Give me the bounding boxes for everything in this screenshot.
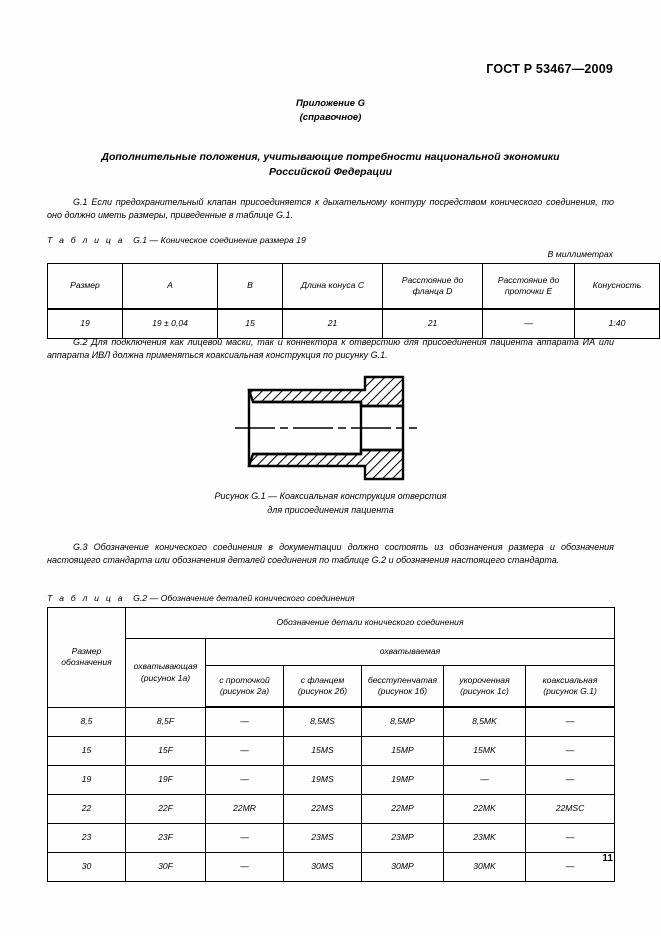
- table-g2-cell: 8,5: [48, 707, 126, 737]
- table-g1-cell: —: [483, 309, 575, 339]
- table-g2-cell: 8,5MP: [362, 707, 444, 737]
- table-g2-cell: 22: [48, 795, 126, 824]
- table-g1-row: [48, 309, 660, 339]
- paragraph-g3: [47, 541, 614, 568]
- table-g1-cell: 21: [283, 309, 383, 339]
- table-g2-male-header: охватывающая (рисунок 1a): [126, 639, 206, 708]
- table-g2-cell: 23MP: [362, 824, 444, 853]
- table-g2-cell: —: [526, 737, 615, 766]
- coaxial-port-drawing: [231, 372, 431, 484]
- table-g1-header-row: [48, 264, 660, 310]
- paragraph-g1: [47, 196, 614, 223]
- table-g2-cell: 22F: [126, 795, 206, 824]
- paragraph-g2: [47, 336, 614, 363]
- table-g1-units-note: В миллиметрах: [547, 249, 613, 259]
- table-g2-cell: 19MP: [362, 766, 444, 795]
- table-g1: [47, 263, 660, 339]
- table-g2-cell: 30F: [126, 853, 206, 882]
- table-g2-cell: 19MS: [284, 766, 362, 795]
- table-g2-cell: —: [526, 853, 615, 882]
- table-g1-header-cell: B: [218, 264, 283, 310]
- table-g2-cell: 8,5F: [126, 707, 206, 737]
- table-g2-cell: 30MK: [444, 853, 526, 882]
- table-g1-header-cell: Длина конуса C: [283, 264, 383, 310]
- table-g1-cell: 1:40: [575, 309, 660, 339]
- table-g2-cell: 22MS: [284, 795, 362, 824]
- table-g2-sub-header: с проточкой (рисунок 2a): [206, 666, 284, 708]
- table-g2-cell: 23MK: [444, 824, 526, 853]
- table-g2-cell: 23: [48, 824, 126, 853]
- table-g2: [47, 607, 615, 882]
- table-g2-cell: 30MS: [284, 853, 362, 882]
- paragraph-g1-text: G.1 Если предохранительный клапан присоединяется к дыхательному контуру посредством конического соединения, то оно должно иметь размеры, приведенные в таблице G.1.: [47, 197, 614, 221]
- table-g2-caption-text: G.2 — Обозначение деталей конического соединения: [133, 593, 355, 603]
- page-title: [60, 150, 601, 180]
- table-g2-row: [48, 795, 615, 824]
- standard-number-header: ГОСТ Р 53467—2009: [486, 62, 613, 76]
- table-g1-cell: 21: [383, 309, 483, 339]
- paragraph-g3-text: G.3 Обозначение конического соединения в документации должно состоять из обозначения размера и обозначения настоящего стандарта или обозначения деталей соединения по таблице G.2 и обозначения настоящего стандарта.: [47, 542, 614, 566]
- table-g2-row: [48, 707, 615, 737]
- table-g2-sub-header: коаксиальная (рисунок G.1): [526, 666, 615, 708]
- table-g2-sub-header: бесступенчатая (рисунок 1б): [362, 666, 444, 708]
- table-g2-sub-header: укороченная (рисунок 1c): [444, 666, 526, 708]
- table-g2-cell: 15MS: [284, 737, 362, 766]
- table-g1-header-cell: Расстояние до проточки E: [483, 264, 575, 310]
- table-g1-caption-prefix: Т а б л и ц а: [47, 235, 125, 245]
- table-g1-cell: 19 ± 0,04: [123, 309, 218, 339]
- table-g2-cell: 15MP: [362, 737, 444, 766]
- annex-label: Приложение G: [295, 98, 366, 109]
- table-g2-cell: 19: [48, 766, 126, 795]
- table-g1-header-cell: Расстояние до фланца D: [383, 264, 483, 310]
- table-g2-cell: 15F: [126, 737, 206, 766]
- table-g2-female-group-header: охватываемая: [206, 639, 615, 666]
- table-g2-cell: —: [206, 766, 284, 795]
- table-g2-cell: 8,5MK: [444, 707, 526, 737]
- annex-heading: [0, 97, 661, 125]
- table-g2-caption-prefix: Т а б л и ц а: [47, 593, 125, 603]
- table-g2-cell: 15MK: [444, 737, 526, 766]
- table-g2-cell: 22MP: [362, 795, 444, 824]
- table-g1-header-cell: Размер: [48, 264, 123, 310]
- table-g2-cell: —: [206, 853, 284, 882]
- table-g1-cell: 15: [218, 309, 283, 339]
- table-g2-cell: 23MS: [284, 824, 362, 853]
- annex-type: (справочное): [299, 112, 362, 123]
- table-g2-cell: 22MR: [206, 795, 284, 824]
- table-g2-sub-header: с фланцем (рисунок 2б): [284, 666, 362, 708]
- table-g2-cell: 8,5MS: [284, 707, 362, 737]
- table-g2-cell: 30: [48, 853, 126, 882]
- table-g2-row: [48, 737, 615, 766]
- table-g2-header-row-1: [48, 608, 615, 639]
- table-g2-cell: 19F: [126, 766, 206, 795]
- table-g2-cell: —: [526, 766, 615, 795]
- table-g2-cell: —: [526, 707, 615, 737]
- table-g2-cell: —: [444, 766, 526, 795]
- table-g1-cell: 19: [48, 309, 123, 339]
- figure-g1-caption: [0, 489, 661, 517]
- table-g1-caption-text: G.1 — Коническое соединение размера 19: [133, 235, 306, 245]
- table-g2-cell: —: [206, 824, 284, 853]
- table-g2-cell: 23F: [126, 824, 206, 853]
- table-g2-cell: —: [206, 737, 284, 766]
- page-number: 11: [602, 853, 613, 864]
- table-g2-cell: —: [206, 707, 284, 737]
- table-g2-size-header: Размер обозначения: [48, 608, 126, 708]
- table-g2-cell: 30MP: [362, 853, 444, 882]
- figure-caption-line2: для присоединения пациента: [267, 505, 394, 515]
- table-g2-cell: 22MK: [444, 795, 526, 824]
- table-g2-cell: 15: [48, 737, 126, 766]
- figure-g1: [0, 372, 661, 489]
- paragraph-g2-text: G.2 Для подключения как лицевой маски, так и коннектора к отверстию для присоединения пациента аппарата ИА или аппарата ИВЛ должна применяться коаксиальная конструкция по рисунку G.1.: [47, 337, 614, 361]
- table-g2-row: [48, 853, 615, 882]
- table-g2-row: [48, 766, 615, 795]
- figure-caption-line1: Рисунок G.1 — Коаксиальная конструкция отверстия: [214, 491, 447, 501]
- table-g1-header-cell: A: [123, 264, 218, 310]
- table-g1-header-cell: Конусность: [575, 264, 660, 310]
- table-g2-header-row-2: [48, 639, 615, 666]
- table-g2-group-header: Обозначение детали конического соединения: [126, 608, 615, 639]
- table-g2-row: [48, 824, 615, 853]
- page-title-line2: Российской Федерации: [268, 166, 393, 178]
- table-g2-cell: 22MSC: [526, 795, 615, 824]
- table-g1-caption: [47, 235, 306, 245]
- page-title-line1: Дополнительные положения, учитывающие потребности национальной экономики: [101, 151, 560, 163]
- table-g2-cell: —: [526, 824, 615, 853]
- table-g2-caption: [47, 593, 355, 603]
